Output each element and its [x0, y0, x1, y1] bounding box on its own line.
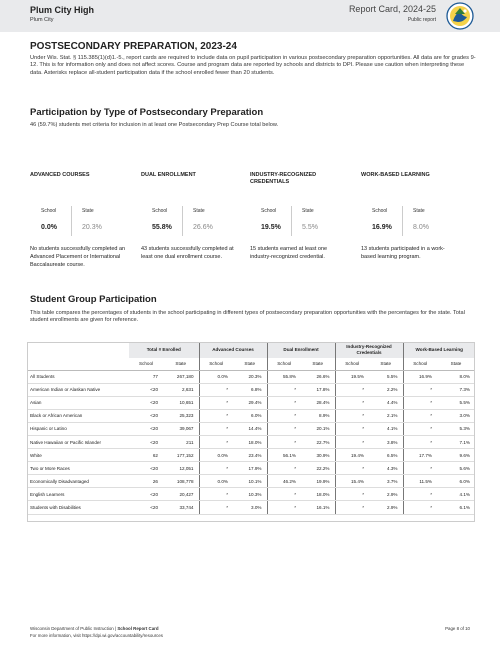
school-value: 19.5%: [261, 224, 281, 231]
subheader-school: School: [129, 358, 163, 370]
blank-subheader: [27, 358, 129, 370]
table-row: [27, 370, 475, 383]
value-cell: 2.1%: [369, 409, 403, 422]
value-cell: *: [403, 435, 437, 448]
group-table-wrapper: [27, 342, 475, 515]
value-cell: 9.6%: [437, 449, 475, 462]
value-cell: 6.0%: [437, 475, 475, 488]
subheader-school: School: [199, 358, 233, 370]
school-label: School: [372, 208, 388, 214]
value-cell: *: [267, 396, 301, 409]
value-cell: 0.0%: [199, 370, 233, 383]
divider: [182, 206, 183, 236]
value-cell: <20: [129, 422, 163, 435]
footer-org: Wisconsin Department of Public Instruction: [30, 626, 114, 631]
value-cell: <20: [129, 383, 163, 396]
value-cell: 62: [129, 449, 163, 462]
subheader-state: State: [233, 358, 267, 370]
school-value: 55.8%: [152, 224, 172, 231]
table-row: [27, 396, 475, 409]
section-intro: Under Wis. Stat. § 115.385(1)(d)1.-5., report cards are required to include data on pupil participation in various postsecondary preparation opportunities. All data are for grades 9-12. This is for information only and does not affect scores. Course and program data are reported by schools and districts to DPI. Please use caution when interpreting these data. Asterisks replace all-student participation data if the school enrolled fewer than 20 students.: [30, 55, 476, 76]
value-cell: *: [335, 383, 369, 396]
group-name-cell: Hispanic or Latino: [27, 422, 129, 435]
dpi-logo-icon: [446, 2, 474, 30]
table-row: [27, 475, 475, 488]
value-cell: *: [335, 422, 369, 435]
group-name-cell: Students with Disabilities: [27, 501, 129, 514]
value-cell: *: [267, 422, 301, 435]
value-cell: *: [335, 501, 369, 514]
value-cell: 55.8%: [267, 370, 301, 383]
value-cell: 2.9%: [369, 501, 403, 514]
value-cell: 2.9%: [369, 488, 403, 501]
school-label: School: [261, 208, 277, 214]
value-cell: 4.4%: [369, 396, 403, 409]
value-cell: 77: [129, 370, 163, 383]
value-cell: *: [335, 488, 369, 501]
group-name-cell: All Students: [27, 370, 129, 383]
value-cell: 29.4%: [233, 396, 267, 409]
table-row: [27, 501, 475, 514]
value-cell: 20.1%: [301, 422, 335, 435]
state-value: 5.5%: [302, 224, 318, 231]
value-cell: 39,067: [163, 422, 199, 435]
card-title: WORK-BASED LEARNING: [361, 172, 430, 178]
card-description: 43 students successfully completed at least one dual enrollment course.: [141, 246, 234, 260]
subheader-school: School: [403, 358, 437, 370]
divider: [71, 206, 72, 236]
subheader-school: School: [267, 358, 301, 370]
subheader-state: State: [437, 358, 475, 370]
table-row: [27, 435, 475, 448]
table-row: [27, 422, 475, 435]
group-table-body: [27, 370, 475, 514]
value-cell: 25,323: [163, 409, 199, 422]
card-title: DUAL ENROLLMENT: [141, 172, 196, 178]
value-cell: 46.2%: [267, 475, 301, 488]
group-name-cell: White: [27, 449, 129, 462]
state-value: 8.0%: [413, 224, 429, 231]
value-cell: 6.8%: [233, 383, 267, 396]
participation-title: Participation by Type of Postsecondary Preparation: [30, 107, 264, 118]
value-cell: *: [335, 435, 369, 448]
footer-source: [30, 626, 159, 631]
value-cell: 4.1%: [369, 422, 403, 435]
state-label: State: [302, 208, 314, 214]
school-name: Plum City High: [30, 5, 95, 15]
value-cell: 2.2%: [369, 383, 403, 396]
value-cell: *: [199, 501, 233, 514]
value-cell: *: [199, 383, 233, 396]
value-cell: 6.1%: [437, 501, 475, 514]
group-name-cell: Asian: [27, 396, 129, 409]
table-row: [27, 449, 475, 462]
value-cell: *: [267, 501, 301, 514]
value-cell: 17.8%: [301, 383, 335, 396]
report-title: Report Card, 2024-25: [348, 4, 436, 14]
value-cell: 17.7%: [403, 449, 437, 462]
footer-doc: School Report Card: [117, 626, 159, 631]
value-cell: 20,427: [163, 488, 199, 501]
value-cell: 108,778: [163, 475, 199, 488]
value-cell: 7.1%: [437, 435, 475, 448]
school-label: School: [41, 208, 57, 214]
header-industry-credentials: Industry-Recognized Credentials: [335, 342, 403, 358]
value-cell: <20: [129, 396, 163, 409]
value-cell: *: [403, 488, 437, 501]
value-cell: 267,180: [163, 370, 199, 383]
school-label: School: [152, 208, 168, 214]
value-cell: 211: [163, 435, 199, 448]
divider: [291, 206, 292, 236]
group-name-cell: American Indian or Alaskan Native: [27, 383, 129, 396]
value-cell: 19.9%: [301, 475, 335, 488]
table-row: [27, 409, 475, 422]
subheader-state: State: [163, 358, 199, 370]
value-cell: 0.0%: [199, 449, 233, 462]
state-value: 20.3%: [82, 224, 102, 231]
value-cell: 17.9%: [233, 462, 267, 475]
value-cell: *: [403, 396, 437, 409]
value-cell: 5.5%: [437, 396, 475, 409]
value-cell: *: [199, 462, 233, 475]
group-name-cell: Native Hawaiian or Pacific Islander: [27, 435, 129, 448]
value-cell: 5.3%: [437, 422, 475, 435]
card-description: No students successfully completed an Advanced Placement or International Baccalaureate course.: [30, 246, 126, 268]
value-cell: 10.3%: [233, 488, 267, 501]
value-cell: 0.0%: [199, 475, 233, 488]
value-cell: 8.0%: [437, 370, 475, 383]
value-cell: *: [267, 383, 301, 396]
report-type: Public report: [407, 17, 436, 23]
value-cell: 2,631: [163, 383, 199, 396]
value-cell: <20: [129, 409, 163, 422]
state-label: State: [413, 208, 425, 214]
value-cell: 4.1%: [437, 488, 475, 501]
value-cell: 33,744: [163, 501, 199, 514]
value-cell: 10.1%: [233, 475, 267, 488]
value-cell: 19.4%: [335, 449, 369, 462]
participation-subtitle: 46 (59.7%) students met criteria for inclusion in at least one Postsecondary Prep Course total below.: [30, 122, 279, 128]
value-cell: *: [267, 409, 301, 422]
value-cell: 11.5%: [403, 475, 437, 488]
group-name-cell: Two or More Races: [27, 462, 129, 475]
value-cell: 15.4%: [335, 475, 369, 488]
value-cell: 30.9%: [301, 449, 335, 462]
card-title: ADVANCED COURSES: [30, 172, 90, 178]
header-dual-enrollment: Dual Enrollment: [267, 342, 335, 358]
table-row: [27, 383, 475, 396]
value-cell: 8.9%: [301, 409, 335, 422]
header-total-enrolled: Total # Enrolled: [129, 342, 199, 358]
value-cell: 18.0%: [301, 488, 335, 501]
state-label: State: [193, 208, 205, 214]
value-cell: *: [267, 488, 301, 501]
value-cell: 3.0%: [437, 409, 475, 422]
value-cell: 26.6%: [301, 370, 335, 383]
value-cell: 56.1%: [267, 449, 301, 462]
value-cell: 23.4%: [233, 449, 267, 462]
value-cell: *: [403, 462, 437, 475]
group-name-cell: Black or African American: [27, 409, 129, 422]
state-value: 26.6%: [193, 224, 213, 231]
header-bar: [0, 0, 500, 32]
card-description: 13 students participated in a work-based learning program.: [361, 246, 445, 260]
table-row: [27, 462, 475, 475]
footer-more-info[interactable]: For more information, visit https://dpi.wi.gov/accountability/resources: [30, 633, 163, 638]
state-label: State: [82, 208, 94, 214]
value-cell: 16.1%: [301, 501, 335, 514]
value-cell: *: [199, 488, 233, 501]
card-description: 15 students earned at least one industry-recognized credential.: [250, 246, 328, 260]
value-cell: 7.3%: [437, 383, 475, 396]
value-cell: *: [403, 501, 437, 514]
value-cell: 5.6%: [437, 462, 475, 475]
value-cell: *: [335, 396, 369, 409]
value-cell: <20: [129, 462, 163, 475]
value-cell: 14.4%: [233, 422, 267, 435]
school-value: 16.9%: [372, 224, 392, 231]
value-cell: 6.5%: [369, 449, 403, 462]
subheader-state: State: [301, 358, 335, 370]
value-cell: *: [199, 396, 233, 409]
value-cell: 3.7%: [369, 475, 403, 488]
subheader-state: State: [369, 358, 403, 370]
value-cell: 3.8%: [369, 435, 403, 448]
value-cell: *: [267, 435, 301, 448]
value-cell: <20: [129, 501, 163, 514]
group-table: [27, 342, 475, 515]
value-cell: 20.3%: [233, 370, 267, 383]
value-cell: 18.0%: [233, 435, 267, 448]
value-cell: *: [199, 435, 233, 448]
district-name: Plum City: [30, 17, 54, 23]
school-value: 0.0%: [41, 224, 57, 231]
value-cell: 22.7%: [301, 435, 335, 448]
group-title: Student Group Participation: [30, 294, 157, 305]
value-cell: *: [403, 383, 437, 396]
value-cell: *: [403, 422, 437, 435]
value-cell: 22.2%: [301, 462, 335, 475]
value-cell: 16.9%: [403, 370, 437, 383]
value-cell: 26: [129, 475, 163, 488]
value-cell: *: [267, 462, 301, 475]
divider: [402, 206, 403, 236]
header-work-based-learning: Work-Based Learning: [403, 342, 475, 358]
value-cell: 28.4%: [301, 396, 335, 409]
footer-separator: |: [114, 626, 117, 631]
table-row: [27, 488, 475, 501]
value-cell: *: [335, 409, 369, 422]
value-cell: 4.3%: [369, 462, 403, 475]
blank-header: [27, 342, 129, 358]
value-cell: 19.5%: [335, 370, 369, 383]
section-title: POSTSECONDARY PREPARATION, 2023-24: [30, 41, 237, 52]
group-subtitle: This table compares the percentages of students in the school participating in different types of postsecondary preparation opportunities with the percentages for the state. Total student enrollments are given for reference.: [30, 310, 465, 324]
value-cell: 5.5%: [369, 370, 403, 383]
value-cell: 12,051: [163, 462, 199, 475]
value-cell: 6.0%: [233, 409, 267, 422]
card-title: INDUSTRY-RECOGNIZED CREDENTIALS: [250, 172, 317, 185]
value-cell: *: [403, 409, 437, 422]
group-name-cell: English Learners: [27, 488, 129, 501]
header-advanced-courses: Advanced Courses: [199, 342, 267, 358]
subheader-school: School: [335, 358, 369, 370]
value-cell: 3.0%: [233, 501, 267, 514]
value-cell: <20: [129, 488, 163, 501]
value-cell: 10,651: [163, 396, 199, 409]
value-cell: *: [199, 422, 233, 435]
page-number: Page 8 of 10: [445, 626, 470, 631]
value-cell: *: [199, 409, 233, 422]
value-cell: *: [335, 462, 369, 475]
value-cell: 177,152: [163, 449, 199, 462]
group-name-cell: Economically Disadvantaged: [27, 475, 129, 488]
value-cell: <20: [129, 435, 163, 448]
